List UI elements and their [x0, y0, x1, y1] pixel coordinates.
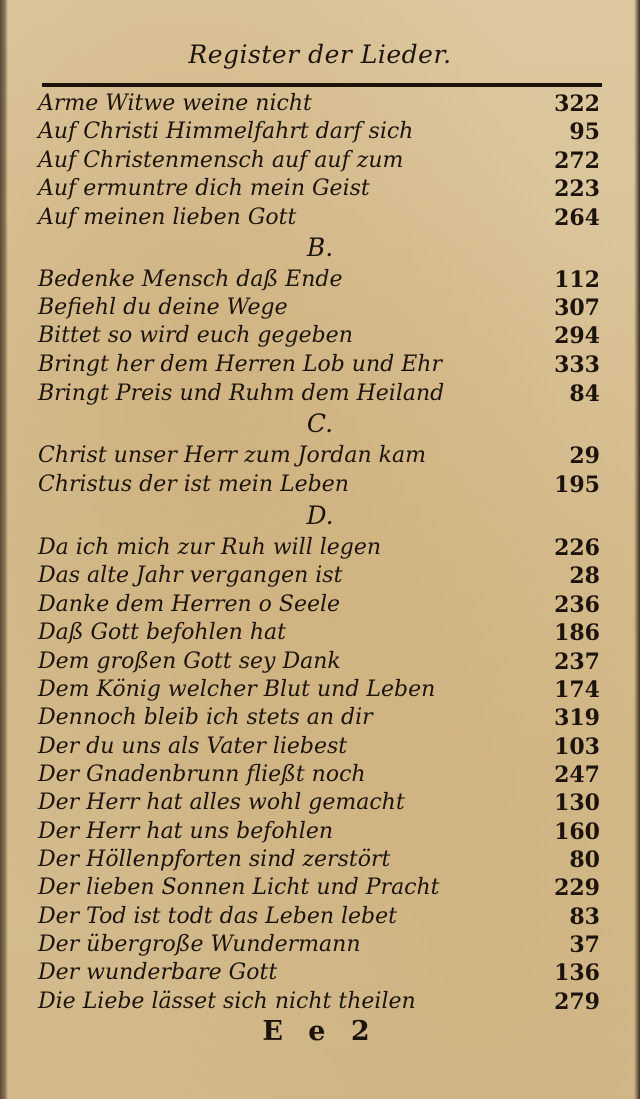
entry-title: Auf ermuntre dich mein Geist: [38, 176, 370, 201]
entry-title: Danke dem Herren o Seele: [38, 592, 341, 617]
entry-title: Der übergroße Wundermann: [38, 932, 361, 957]
register-entry: [38, 619, 600, 647]
entry-page: 264: [554, 205, 600, 231]
register-entry: [38, 959, 600, 987]
entry-page: 279: [554, 989, 600, 1015]
entry-title: Arme Witwe weine nicht: [38, 91, 312, 116]
entry-page: 236: [554, 592, 600, 618]
entry-page: 83: [569, 904, 600, 930]
entry-title: Der Gnadenbrunn fließt noch: [38, 762, 366, 787]
entry-page: 307: [554, 295, 600, 321]
register-entry: [38, 818, 600, 846]
register-entry: [38, 175, 600, 203]
section-letter-d: D.: [306, 501, 334, 530]
entry-page: 237: [554, 649, 600, 675]
entry-page: 322: [554, 91, 600, 117]
entry-page: 247: [554, 762, 600, 788]
entry-title: Bringt her dem Herren Lob und Ehr: [38, 352, 442, 377]
entry-title: Befiehl du deine Wege: [38, 295, 288, 320]
entry-page: 80: [569, 847, 600, 873]
page-title: Register der Lieder.: [188, 40, 452, 69]
entry-page: 29: [569, 443, 600, 469]
entry-page: 229: [554, 875, 600, 901]
register-entry: [38, 903, 600, 931]
entry-page: 333: [554, 352, 600, 378]
register-entry: [38, 733, 600, 761]
register-entry: [38, 147, 600, 175]
register-entry: [38, 90, 600, 118]
register-entry: [38, 322, 600, 350]
register-entry: [38, 704, 600, 732]
entry-page: 130: [554, 790, 600, 816]
entry-page: 37: [569, 932, 600, 958]
entry-page: 160: [554, 819, 600, 845]
entry-title: Dem großen Gott sey Dank: [38, 649, 341, 674]
register-entry: [38, 118, 600, 146]
entry-title: Dem König welcher Blut und Leben: [38, 677, 436, 702]
register-entry: [38, 562, 600, 590]
register-entry: [38, 931, 600, 959]
entry-title: Christus der ist mein Leben: [38, 472, 349, 497]
entry-title: Der Herr hat alles wohl gemacht: [38, 790, 405, 815]
entry-page: 84: [569, 381, 600, 407]
register-entry: [38, 266, 600, 294]
entry-page: 174: [554, 677, 600, 703]
entry-title: Der du uns als Vater liebest: [38, 734, 348, 759]
entry-title: Da ich mich zur Ruh will legen: [38, 535, 382, 560]
entry-title: Auf Christi Himmelfahrt darf sich: [38, 119, 414, 144]
register-entry: [38, 294, 600, 322]
entry-title: Bedenke Mensch daß Ende: [38, 267, 343, 292]
entry-title: Der Herr hat uns befohlen: [38, 819, 334, 844]
register-entry: [38, 534, 600, 562]
entry-page: 186: [554, 620, 600, 646]
register-entry: [38, 591, 600, 619]
entry-page: 319: [554, 705, 600, 731]
entry-page: 136: [554, 960, 600, 986]
register-entry: [38, 874, 600, 902]
entry-title: Bringt Preis und Ruhm dem Heiland: [38, 381, 445, 406]
entry-page: 195: [554, 472, 600, 498]
section-letter-c: C.: [306, 409, 334, 438]
entry-title: Das alte Jahr vergangen ist: [38, 563, 343, 588]
register-entry: [38, 648, 600, 676]
entry-title: Daß Gott befohlen hat: [38, 620, 286, 645]
entry-title: Die Liebe lässet sich nicht theilen: [38, 989, 416, 1014]
entry-page: 95: [569, 119, 600, 145]
entry-title: Christ unser Herr zum Jordan kam: [38, 443, 426, 468]
register-entry: [38, 471, 600, 499]
register-entry: [38, 380, 600, 408]
entry-title: Der Höllenpforten sind zerstört: [38, 847, 391, 872]
entry-title: Bittet so wird euch gegeben: [38, 323, 353, 348]
entry-page: 294: [554, 323, 600, 349]
register-entry: [38, 988, 600, 1016]
entry-title: Der wunderbare Gott: [38, 960, 278, 985]
register-entry: [38, 846, 600, 874]
section-letter-b: B.: [306, 233, 334, 262]
entry-page: 28: [569, 563, 600, 589]
entry-page: 223: [554, 176, 600, 202]
register-entry: [38, 676, 600, 704]
entry-title: Dennoch bleib ich stets an dir: [38, 705, 373, 730]
entry-page: 226: [554, 535, 600, 561]
entry-page: 103: [554, 734, 600, 760]
signature-mark: E e 2: [262, 1016, 378, 1047]
entry-title: Der lieben Sonnen Licht und Pracht: [38, 875, 440, 900]
register-entry: [38, 204, 600, 232]
entry-page: 112: [554, 267, 600, 293]
entry-title: Auf Christenmensch auf auf zum: [38, 148, 404, 173]
entry-page: 272: [554, 148, 600, 174]
entry-title: Auf meinen lieben Gott: [38, 205, 297, 230]
register-entry: [38, 442, 600, 470]
register-entry: [38, 789, 600, 817]
register-entry: [38, 761, 600, 789]
entry-title: Der Tod ist todt das Leben lebet: [38, 904, 397, 929]
register-entry: [38, 351, 600, 379]
